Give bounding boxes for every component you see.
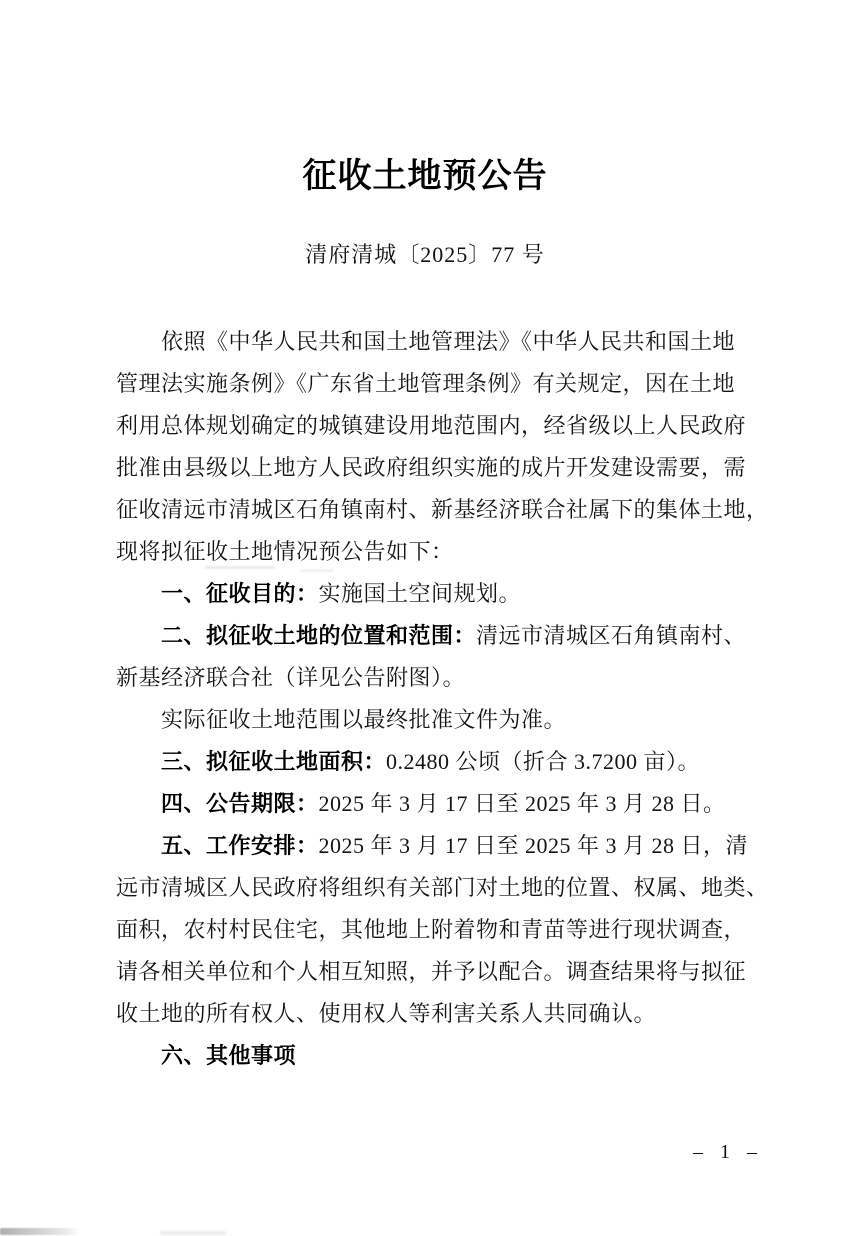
body-line: [116, 909, 750, 951]
line-text: 远市清城区人民政府将组织有关部门对土地的位置、权属、地类、: [116, 875, 769, 900]
line-text: 实施国土空间规划。: [318, 581, 522, 606]
body-line: [116, 615, 750, 657]
body-line: [116, 573, 750, 615]
line-text: 管理法实施条例》《广东省土地管理条例》有关规定，因在土地: [116, 371, 736, 396]
body-line: [116, 405, 750, 447]
line-bold-text: 五、工作安排：: [161, 833, 319, 858]
scan-artifact: [300, 569, 334, 572]
line-text: 现将拟征收土地情况预公告如下：: [116, 539, 454, 564]
line-bold-text: 二、拟征收土地的位置和范围：: [161, 623, 477, 648]
line-text: 2025 年 3 月 17 日至 2025 年 3 月 28 日。: [318, 791, 726, 816]
line-text: 新基经济联合社（详见公告附图）。: [116, 665, 466, 690]
line-text: 利用总体规划确定的城镇建设用地范围内，经省级以上人民政府: [116, 413, 747, 438]
body-line: [116, 825, 750, 867]
body-line: [116, 321, 750, 363]
document-body: [116, 321, 769, 1077]
body-line: [116, 1035, 750, 1077]
body-line: [116, 699, 750, 741]
scan-artifact: [0, 1228, 80, 1235]
line-bold-text: 四、公告期限：: [161, 791, 319, 816]
line-text: 实际征收土地范围以最终批准文件为准。: [161, 707, 567, 732]
body-line: [116, 867, 769, 909]
line-text: 面积，农村村民住宅，其他地上附着物和青苗等进行现状调查，: [116, 917, 747, 942]
body-line: [116, 993, 750, 1035]
scan-artifact: [205, 566, 275, 569]
page-number: – 1 –: [693, 1141, 763, 1163]
line-text: 0.2480 公顷（折合 3.7200 亩）。: [386, 749, 701, 774]
body-line: [116, 657, 750, 699]
line-text: 收土地的所有权人、使用权人等利害关系人共同确认。: [116, 1001, 657, 1026]
body-line: [116, 489, 769, 531]
line-text: 征收清远市清城区石角镇南村、新基经济联合社属下的集体土地，: [116, 497, 769, 522]
line-bold-text: 六、其他事项: [161, 1043, 297, 1068]
scan-artifact: [160, 1231, 226, 1235]
document-title: 征收土地预公告: [302, 158, 548, 195]
line-bold-text: 三、拟征收土地面积：: [161, 749, 387, 774]
body-line: [116, 741, 750, 783]
body-line: [116, 951, 750, 993]
line-text: 批准由县级以上地方人民政府组织实施的成片开发建设需要，需: [116, 455, 747, 480]
line-text: 2025 年 3 月 17 日至 2025 年 3 月 28 日，清: [318, 833, 749, 858]
line-text: 清远市清城区石角镇南村、: [476, 623, 747, 648]
body-line: [116, 447, 750, 489]
line-bold-text: 一、征收目的：: [161, 581, 319, 606]
body-line: [116, 363, 750, 405]
line-text: 请各相关单位和个人相互知照，并予以配合。调查结果将与拟征: [116, 959, 747, 984]
document-number: 清府清城〔2025〕77 号: [305, 242, 545, 267]
body-line: [116, 783, 750, 825]
line-text: 依照《中华人民共和国土地管理法》《中华人民共和国土地: [161, 329, 736, 354]
